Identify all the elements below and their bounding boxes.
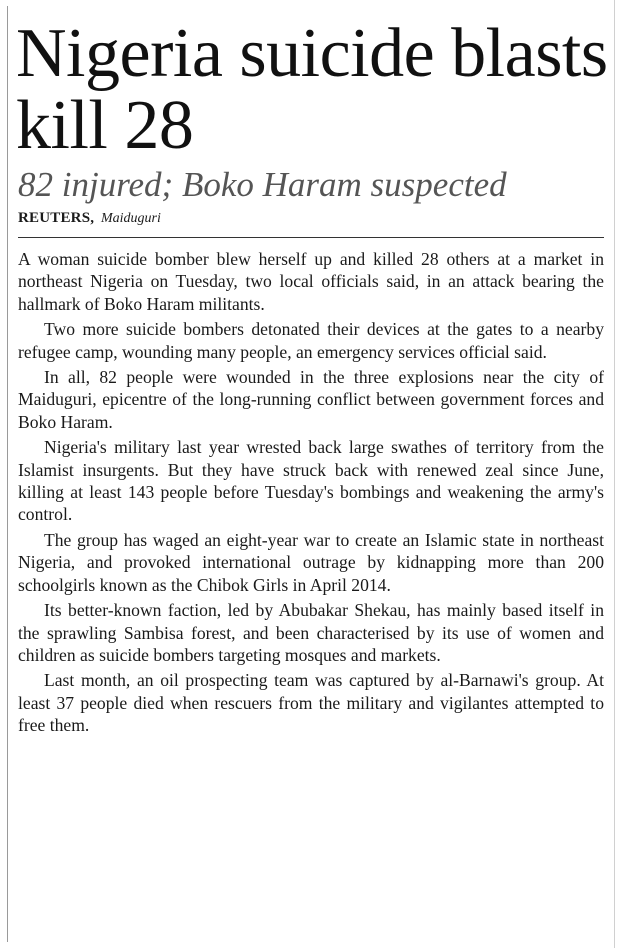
byline-agency: REUTERS, bbox=[18, 210, 95, 226]
byline bbox=[18, 209, 608, 228]
column-rule-right bbox=[614, 0, 615, 948]
paragraph: Its better-known faction, led by Abubakar Shekau, has mainly based itself in the sprawling Sambisa forest, and been characterised by its use of women and children as suicide bombers targeting mosques and markets. bbox=[18, 600, 604, 665]
byline-divider bbox=[18, 237, 604, 238]
news-article bbox=[16, 15, 608, 737]
column-rule-left bbox=[7, 6, 8, 942]
paragraph: The group has waged an eight-year war to create an Islamic state in northeast Nigeria, and provoked international outrage by kidnapping more than 200 schoolgirls known as the Chibok Girls in April 2014. bbox=[18, 529, 604, 595]
paragraph: Two more suicide bombers detonated their devices at the gates to a nearby refugee camp, wounding many people, an emergency services official said. bbox=[18, 319, 604, 362]
subheadline: 82 injured; Boko Haram suspected bbox=[18, 165, 507, 204]
article-body bbox=[18, 248, 604, 737]
paragraph: Nigeria's military last year wrested back large swathes of territory from the Islamist insurgents. But they have struck back with renewed zeal since June, killing at least 143 people before Tuesday's bombings and weakening the army's control. bbox=[18, 437, 604, 525]
byline-location: Maiduguri bbox=[100, 211, 161, 226]
paragraph: Last month, an oil prospecting team was captured by al-Barnawi's group. At least 37 people died when rescuers from the military and vigilantes attempted to free them. bbox=[18, 670, 604, 736]
headline: Nigeria suicide blasts kill 28 bbox=[16, 15, 608, 164]
paragraph: In all, 82 people were wounded in the three explosions near the city of Maiduguri, epicentre of the long-running conflict between government forces and Boko Haram. bbox=[18, 367, 604, 432]
paragraph: A woman suicide bomber blew herself up and killed 28 others at a market in northeast Nigeria on Tuesday, two local officials said, in an attack bearing the hallmark of Boko Haram militants. bbox=[18, 249, 604, 314]
